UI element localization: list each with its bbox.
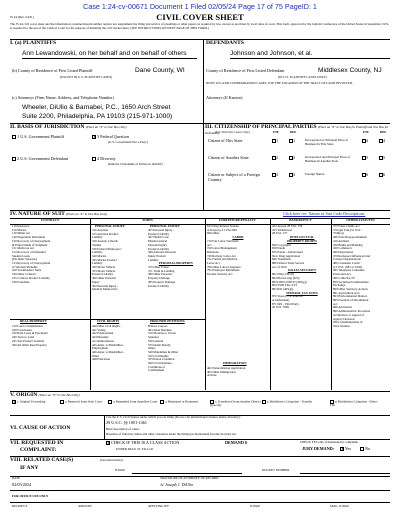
nos-item[interactable]: 220 Foreclosure [12,327,33,332]
defendants-label: DEFENDANTS [206,40,244,46]
citizenship-subnote: (For Diversity Cases Only) [215,130,250,134]
nos-item[interactable]: Habeas Corpus: [148,325,168,328]
nos-item[interactable]: Other [92,353,100,358]
personal-injury-column [92,229,148,309]
cause-title: VI. CAUSE OF ACTION [10,425,71,431]
case-banner: Case 1:24-cv-00671 Document 1 Filed 02/05/24 Page 17 of 75 PageID: 1 [83,2,317,11]
origin-option[interactable] [160,400,212,404]
citizen-ptf-box-2[interactable] [362,173,368,178]
origin-num: 1 [17,399,19,404]
statute-value: 29 U.S.C. §§ 1001-1461 [106,420,147,425]
jurisdiction-opt-2[interactable]: 2 U.S. Government Defendant [12,157,68,162]
citizen-ptf-num-2: 5 [366,155,369,160]
nos-item[interactable]: 350 Motor Vehicle [92,265,116,270]
date-label: DATE [12,476,21,480]
defendant-county-note: (IN U.S. PLAINTIFF CASES ONLY) [278,75,327,79]
nos-item[interactable]: 864 SSID Title XVI [272,283,297,288]
nos-item[interactable]: Act [333,301,338,306]
citizen-ptf-num: 3 [276,172,279,177]
citizen-def-num: 3 [293,172,296,177]
citizen-ptf-box[interactable] [272,156,278,161]
jury-yes[interactable]: x Yes [340,447,351,452]
origin-option[interactable] [262,400,314,404]
nos-item[interactable]: 625 Drug Related Seizure [207,225,240,228]
jurisdiction-opt-4[interactable]: 4 Diversity [92,157,116,162]
defendant-attorneys-label: Attorneys (If Known) [206,95,243,100]
citizen-row-label: Citizen of Another State [208,155,249,160]
nos-item[interactable]: Accommodations [92,338,114,343]
form-id: JS 44 (Rev. 04/21) [10,15,34,19]
nos-item[interactable]: 245 Tort Product Liability [12,338,45,343]
citizen-ptf-num-2: 6 [366,172,369,177]
nos-item[interactable]: 850 Securities/Commodities/ [333,279,370,284]
check-yes-note: CHECK YES only if demanded in complaint: [300,440,359,444]
nos-item[interactable]: 196 Franchise [12,279,30,284]
nos-item[interactable]: Property Damage [148,276,170,281]
citizen-def-num-2: 4 [383,138,386,143]
citizen-def-num-2: 5 [383,155,386,160]
jury-no[interactable]: No [360,447,370,452]
nos-item[interactable]: 880 Defend Trade Secrets [272,261,305,266]
nos-item[interactable]: 315 Airplane Product [92,231,119,236]
nos-item[interactable]: 791 Employee Retirement [207,268,240,273]
nos-item[interactable]: 380 Other Personal [148,272,172,277]
citizen-def-box[interactable] [289,156,295,161]
nos-item[interactable]: 820 Copyrights [272,242,292,247]
nos-item[interactable]: 893 Environmental Matters [333,294,368,299]
nos-item[interactable]: Liability [148,257,159,262]
origin-num: 4 [165,399,167,404]
nos-item[interactable]: 470 Racketeer Influenced and [333,253,371,258]
nos-item[interactable]: Leave Act [207,261,220,266]
nos-item[interactable]: Protection Act [333,272,351,277]
nos-item[interactable]: 441 Voting [92,327,106,332]
jurisdiction-title: II. BASIS OF JURISDICTION (Place an "X" in One Box Only) [10,124,127,130]
brief-value: Breaches of fiduciary duties and other violations under the Employee Retirement Income Security Act [106,432,237,436]
nos-item[interactable]: 840 Trademark [272,257,291,262]
related-title-2: IF ANY [20,465,39,471]
nos-item[interactable]: 535 Death Penalty [148,342,171,347]
nos-item[interactable]: 290 All Other Real Property [12,342,47,347]
nos-item[interactable]: 422 Appeal 28 USC 158 [272,225,303,228]
nos-item[interactable]: 371 Truth in Lending [148,268,175,273]
nos-item[interactable]: 720 Labor/Management [207,246,237,251]
defendant-county-value: Middlesex County, NJ [318,67,382,74]
citizenship-title: III. CITIZENSHIP OF PRINCIPAL PARTIES (Place an "X" in One Box for Plaintiff and One Box for Defendant) [205,124,389,135]
nos-item[interactable]: Product Liability [92,272,114,277]
nos-item[interactable]: Act of 2016 [272,264,287,269]
nos-item[interactable]: 690 Other [207,231,220,236]
nos-item[interactable]: Student Loans [12,253,30,258]
citizen-row-right-label: Incorporated or Principal Place of Business In This State [305,138,349,146]
origin-option[interactable] [12,400,64,404]
jurisdiction-opt-1[interactable]: 1 U.S. Government Plaintiff [12,135,64,140]
prisoner-header: PRISONER PETITIONS [150,319,185,323]
nos-item[interactable]: 28 USC 157 [272,231,288,236]
citizen-ptf-num: 1 [276,138,279,143]
nos-item[interactable]: 950 Constitutionality of [333,320,363,325]
citizen-def-box-2[interactable] [379,173,385,178]
origin-label: Original Proceeding [19,399,46,404]
citizen-row-right-label: Incorporated and Principal Place of Business In Another State [305,155,351,163]
amount-label: AMOUNT [78,504,92,508]
nos-item[interactable]: 550 Civil Rights [148,353,169,358]
origin-num: 6 [267,399,269,404]
ptf-header: PTF [273,130,280,134]
receipt-label: RECEIPT # [12,504,28,508]
nos-subheader: FEDERAL TAX SUITS [286,290,318,295]
citizen-def-box[interactable] [289,173,295,178]
nos-item[interactable]: Liability [92,235,103,240]
jurisdiction-opt-4-note: (Indicate Citizenship of Parties in Item III) [108,162,163,166]
personal-injury-column-2 [148,229,204,309]
plaintiff-county-label: (b) County of Residence of First Listed Plaintiff [12,68,93,73]
nos-item[interactable]: 310 Airplane [92,229,109,232]
nos-item[interactable]: 555 Prison Condition [148,357,175,362]
statute-label: Cite the U.S. Civil Statute under which you are filing (Do not cite jurisdictional statutes unless diversity): [106,415,241,419]
attorney-line-2: Suite 2200, Philadelphia, PA 19103 (215-971-1000) [22,113,173,120]
origin-num: 5 [215,399,217,404]
nos-item[interactable]: Income Security Act [207,272,233,277]
requested-title: VII. REQUESTED IN [10,440,64,446]
nos-item[interactable]: 751 Family and Medical [207,257,238,262]
nos-item[interactable]: 367 Health Care/ [148,235,170,240]
nos-item[interactable]: 320 Assault, Libel & [92,239,118,244]
nos-item[interactable]: Employment [92,346,108,351]
origin-option[interactable] [210,400,262,408]
signature-label: SIGNATURE OF ATTORNEY OF RECORD [160,476,219,480]
office-use-label: FOR OFFICE USE ONLY [12,494,49,498]
nos-item[interactable]: 446 Amer. w/Disabilities - [92,349,125,354]
nos-item[interactable]: Corrupt Organizations [333,257,361,262]
date-value: 02/05/2024 [12,482,32,487]
nos-item[interactable]: Product Liability [148,246,170,251]
citizen-row-label: Citizen of This State [208,138,243,143]
immigration-column [207,367,269,387]
class-action-note: UNDER RULE 23, F.R.Cv.P. [116,447,154,451]
nos-item[interactable]: 540 Mandamus & Other [148,349,179,354]
nos-item[interactable]: 480 Consumer Credit [333,261,360,266]
defendants-value: Johnson and Johnson, et al. [230,50,313,57]
nos-item[interactable]: 375 False Claims Act [333,225,360,228]
citizen-ptf-box[interactable] [272,173,278,178]
nos-item[interactable]: 150 Recovery of Overpayment [12,238,51,243]
land-condemnation-note: NOTE: IN LAND CONDEMNATION CASES, USE THE LOCATION OF THE TRACT OF LAND INVOLVED. [206,81,353,85]
nos-item[interactable]: 151 Medicare Act [12,246,35,251]
nos-item[interactable]: Liability [92,261,103,266]
nos-item[interactable]: 895 Freedom of Information [333,298,369,303]
nos-item[interactable]: 190 Other Contract [12,272,36,277]
nos-item[interactable]: 195 Contract Product Liability [12,275,50,280]
citizen-ptf-box-2[interactable] [362,156,368,161]
nos-item[interactable]: of Veteran's Benefits [12,264,38,269]
citizen-def-num: 2 [293,155,296,160]
nos-item[interactable]: Other: [148,346,156,351]
nos-item[interactable]: 445 Amer. w/Disabilities - [92,342,125,347]
nos-item[interactable]: Act [207,242,212,247]
citizen-ptf-num-2: 4 [366,138,369,143]
plaintiff-county-note: (EXCEPT IN U.S. PLAINTIFF CASES) [60,75,113,79]
nos-item[interactable]: 443 Housing/ [92,335,109,340]
attorney-line-1: Wheeler, DiUlio & Barnabei, P.C., 1650 Arch Street [22,104,171,111]
nos-item[interactable]: Act/Review or Appeal of [333,312,365,317]
intro-text: The JS 44 civil cover sheet and the information contained herein neither replace nor supplement the filing and service of pleadings or other papers as required by law, except as provided by local rules of court. This form, approved by the Judicial Conference of the United States in September 1974, is required for the use of the Clerk of Court for the purpose of initiating the civil docket sheet. (SEE INSTRUCTIONS ON NEXT PAGE OF THIS FORM.) [10,22,390,30]
nos-item[interactable]: 140 Negotiable Instrument [12,235,46,240]
nos-item[interactable]: & Enforcement of Judgment [12,242,48,247]
origin-num: 3 [113,399,115,404]
nos-item[interactable]: 240 Torts to Land [12,335,34,340]
nos-item[interactable]: 490 Cable/Sat TV [333,275,356,280]
related-judge-label: JUDGE [115,468,126,472]
nos-item[interactable]: of Property 21 USC 881 [207,227,238,232]
nos-subheader: INTELLECTUAL [289,235,315,240]
nos-item[interactable]: 890 Other Statutory Actions [333,286,368,291]
nos-item[interactable]: 3729(a)) [333,231,344,236]
jurisdiction-opt-3-note: (U.S. Government Not a Party) [108,140,148,144]
nos-item[interactable]: 370 Other Fraud [148,265,169,270]
footer-judge-label: JUDGE [250,504,261,508]
nos-item[interactable]: 861 HIA (1395ff) [272,272,294,277]
nos-subheader: SOCIAL SECURITY [287,268,317,273]
nos-item[interactable]: 160 Stockholders' Suits [12,268,42,273]
nos-item[interactable]: 790 Other Labor Litigation [207,264,241,269]
ifp-label: APPLYING IFP [148,504,169,508]
def-header-2: DEF [380,130,387,134]
nos-item[interactable]: 110 Insurance [12,225,30,228]
citizen-def-box-2[interactable] [379,139,385,144]
ptf-header-2: PTF [363,130,370,134]
nos-subheader: PROPERTY RIGHTS [287,238,317,243]
nos-item[interactable]: Pharmaceutical [148,239,168,244]
nos-item[interactable]: Medical Malpractice [92,287,118,292]
torts-subheader-1: PERSONAL INJURY [95,224,125,228]
origin-label: Transferred from Another District (specify) [210,399,261,408]
requested-title-2: COMPLAINT: [20,447,57,453]
nos-item[interactable]: 463 Alien Detainee [148,327,172,332]
nos-item[interactable]: 360 Other Personal [92,276,116,281]
nos-item[interactable]: 510 Motions to Vacate [148,331,176,336]
nos-item[interactable]: 863 DIWC/DIWW (405(g)) [272,279,307,284]
related-instructions: (See instructions): [100,458,124,462]
nos-item[interactable]: 385 Property Damage [148,279,176,284]
nos-item[interactable]: 560 Civil Detainee - [148,361,174,366]
nos-item[interactable]: 376 Qui Tam (31 USC [333,227,361,232]
mag-judge-label: MAG. JUDGE [330,504,350,508]
citizen-ptf-box[interactable] [272,139,278,144]
nos-item[interactable]: Slander [92,242,102,247]
plaintiffs-label: I. (a) PLAINTIFFS [10,40,57,46]
origin-label: Removed from State Court [67,399,103,404]
real-property-column [12,325,87,375]
nos-item[interactable]: 530 General [148,338,164,343]
citizen-def-num-2: 6 [383,172,386,177]
nos-item[interactable]: 423 Withdrawal [272,227,292,232]
def-header: DEF [290,130,297,134]
nos-item[interactable]: 153 Recovery of Overpayment [12,261,51,266]
class-action-checkbox[interactable]: x CHECK IF THIS IS A CLASS ACTION [106,441,179,446]
civil-rights-header: CIVIL RIGHTS [97,319,120,323]
nos-item[interactable]: 152 Recovery of Defaulted [12,249,46,254]
nos-item[interactable]: 862 Black Lung (923) [272,275,300,280]
jury-demand-label: JURY DEMAND: [302,446,335,451]
page-title: CIVIL COVER SHEET [156,12,244,22]
prisoner-column [148,325,204,390]
citizen-row-label: Citizen or Subject of a Foreign Country [208,172,260,182]
nature-of-suit-title: IV. NATURE OF SUIT (Place an "X" in One Box Only) [10,211,108,217]
nos-item[interactable]: 400 State Reapportionment [333,235,367,240]
nos-item[interactable]: Actions [207,373,217,378]
bankruptcy-column [272,225,332,385]
plaintiff-county-value: Dane County, WI [135,67,185,74]
nos-item[interactable]: 871 IRS - Third Party [272,301,299,306]
related-title: VIII. RELATED CASE(S) [10,457,74,463]
nos-item[interactable]: 365 Personal Injury - [148,229,175,232]
citizen-row-right-label: Foreign Nation [305,172,325,176]
nos-item[interactable]: New Drug Application [272,253,301,258]
nos-item[interactable]: 442 Employment [92,331,114,336]
nos-item[interactable]: 120 Marine [12,227,27,232]
nos-item[interactable]: 210 Land Condemnation [12,325,43,328]
nos-subheader: LABOR [232,235,244,240]
forfeiture-column [207,225,269,375]
nos-item[interactable]: 430 Banks and Banking [333,242,363,247]
nos-item[interactable]: 896 Arbitration [333,305,352,310]
plaintiffs-value: Ann Lewandowski, on her behalf and on behalf of others [22,50,187,57]
nos-header: BANKRUPTCY [289,218,312,222]
nos-item[interactable]: 710 Fair Labor Standards [207,238,239,243]
nos-item[interactable]: 485 Telephone Consumer [333,268,365,273]
origin-title: V. ORIGIN (Place an "X" in One Box Only) [10,392,80,398]
nos-item[interactable]: State Statutes [333,323,350,328]
origin-label: Remanded from Appellate Court [115,399,158,404]
citizen-ptf-num: 2 [276,155,279,160]
citizen-def-num: 1 [293,138,296,143]
nos-item[interactable]: 462 Naturalization Application [207,367,246,370]
nos-item[interactable]: Personal Injury [148,242,167,247]
nos-header: OTHER STATUTES [346,218,375,222]
citizen-def-box-2[interactable] [379,156,385,161]
nos-item[interactable]: 368 Asbestos Personal [148,250,176,255]
citizen-ptf-box-2[interactable] [362,139,368,144]
nos-item[interactable]: Sentence [148,335,160,340]
jurisdiction-opt-3[interactable]: x 3 Federal Question [92,135,129,140]
brief-label: Brief description of cause: [106,427,140,431]
nos-item[interactable]: Product Liability [148,283,170,288]
nos-item[interactable]: 899 Administrative Procedure [333,309,371,314]
citizen-def-box[interactable] [289,139,295,144]
origin-option[interactable] [60,400,112,404]
nos-item[interactable]: 355 Motor Vehicle [92,268,116,273]
nos-item[interactable]: 410 Antitrust [333,238,350,243]
nos-item[interactable]: 465 Other Immigration [207,369,236,374]
related-docket-label: DOCKET NUMBER [262,468,290,472]
contract-column [12,225,87,315]
demand-label: DEMAND $ [225,440,247,445]
nos-item[interactable]: 26 USC 7609 [272,305,289,310]
defendant-county-label: County of Residence of First Listed Defendant [206,68,285,73]
origin-label: Multidistrict Litigation - Direct File [330,399,378,408]
origin-num: 8 [335,399,337,404]
nos-item[interactable]: 345 Marine Product [92,257,117,262]
nos-item[interactable]: Liability [92,250,103,255]
real-property-header: REAL PROPERTY [20,319,47,323]
nos-item[interactable]: Exchange [333,283,346,288]
nature-of-suit-link[interactable]: Click here for: Nature of Suit Code Descriptions. [283,211,366,216]
nos-item[interactable]: 870 Taxes (U.S. Plaintiff [272,294,303,299]
origin-label: Multidistrict Litigation - Transfer [269,399,313,404]
nos-item[interactable]: 740 Railway Labor Act [207,253,236,258]
nos-item[interactable]: Confinement [148,368,165,373]
nos-item[interactable]: Injury Product [148,253,166,258]
nos-item[interactable]: 340 Marine [92,253,107,258]
nos-item[interactable]: 830 Patent [272,246,286,251]
nos-item[interactable]: Relations [207,249,219,254]
origin-label: Reinstated or Reopened [167,399,199,404]
origin-option[interactable] [108,400,160,404]
other-statutes-column [333,225,391,385]
nos-item[interactable]: Conditions of [148,364,165,369]
origin-option[interactable] [330,400,382,408]
nos-item[interactable]: or Defendant) [272,298,290,303]
nos-item[interactable]: 460 Deportation [333,249,354,254]
nos-header: FORFEITURE/PENALTY [219,218,256,222]
nos-item[interactable]: Product Liability [148,231,170,236]
attorneys-label: (c) Attorneys (Firm Name, Address, and Telephone Number) [12,95,114,100]
nos-header: CONTRACT [40,218,60,222]
nos-item[interactable]: 362 Personal Injury - [92,283,119,288]
nos-item[interactable]: 230 Rent Lease & Ejectment [12,331,48,336]
nos-item[interactable]: 835 Patent - Abbreviated [272,249,303,254]
nos-item[interactable]: 891 Agricultural Acts [333,290,360,295]
nos-item[interactable]: 330 Federal Employers' [92,246,122,251]
nos-item[interactable]: Agency Decision [333,316,355,321]
civil-rights-column [92,325,148,385]
nos-item[interactable]: 450 Commerce [333,246,352,251]
nos-item[interactable]: Injury [92,279,100,284]
nos-item[interactable]: 440 Other Civil Rights [92,325,121,328]
nos-header: TORTS [142,218,153,222]
signature-value: /s/ Joseph J. DiUlio [160,482,194,487]
nos-subheader: PERSONAL PROPERTY [158,261,194,266]
torts-subheader-2: PERSONAL INJURY [150,224,180,228]
nos-item[interactable]: (Excludes Veterans) [12,257,37,262]
nos-item[interactable]: (15 USC 1681 or 1692) [333,264,363,269]
immigration-header: IMMIGRATION [223,361,247,365]
nos-item[interactable]: 865 RSI (405(g)) [272,286,294,291]
origin-num: 2 [65,399,67,404]
nos-item[interactable]: 130 Miller Act [12,231,31,236]
nos-item[interactable]: 448 Education [92,357,110,362]
